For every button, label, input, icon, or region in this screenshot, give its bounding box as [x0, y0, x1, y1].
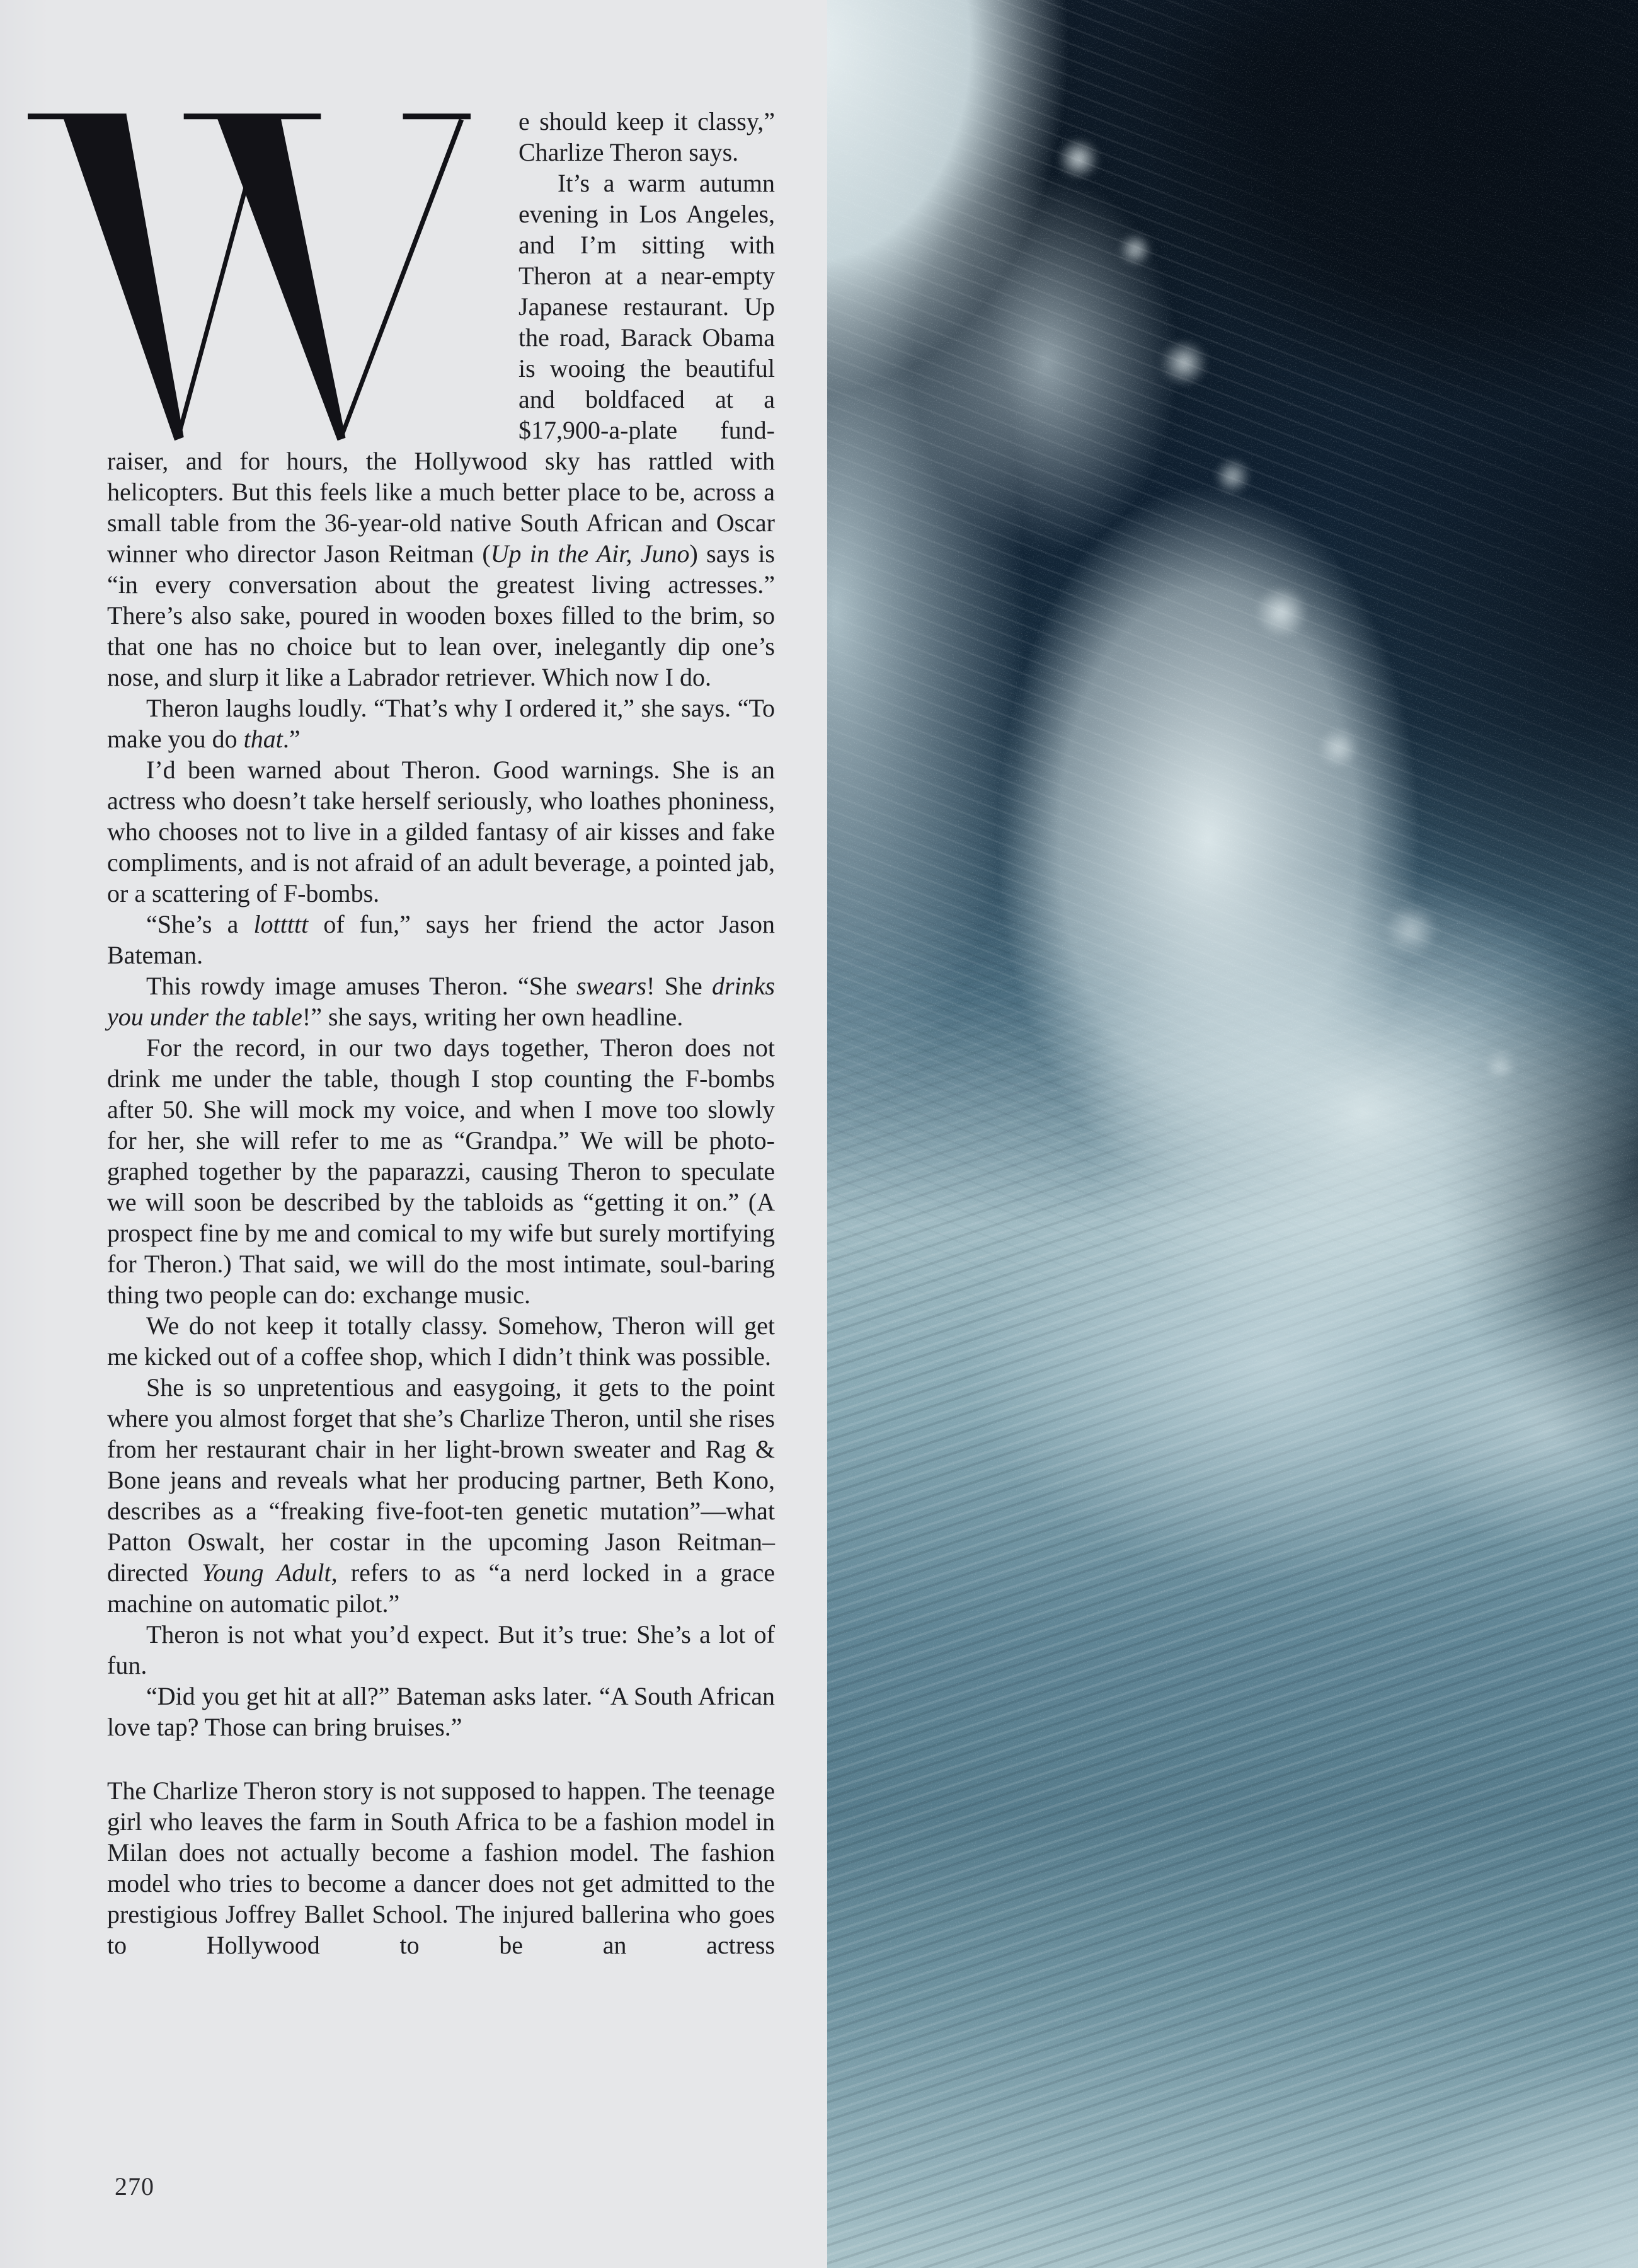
text-run: drinks you under the table [107, 972, 775, 1031]
page-number: 270 [115, 2172, 154, 2201]
text-run: “She’s a [146, 910, 254, 938]
text-run: e should keep it classy,” Charlize Theron says. [518, 107, 775, 166]
text-run: .” [282, 725, 301, 753]
text-run: She is so unpretentious and easygoing, it gets to the point where you almost forget that she’s Charlize Theron, until she rises from her restaurant chair in her light-brown sweater and Rag & Bone jeans and reveals what her producing partner, Beth Kono, describes as a “freaking five-foot-ten genetic mutation”—what Patton Oswalt, her costar in the upcoming Jason Reitman–directed [107, 1373, 775, 1587]
paragraph [107, 1310, 775, 1372]
paragraph [107, 1775, 775, 1960]
article-body [107, 106, 775, 1960]
text-run: ! She [646, 972, 712, 1000]
paragraph [107, 970, 775, 1032]
text-run: I’d been warned about Theron. Good warnings. She is an actress who doesn’t take herself seriously, who loathes phoniness, who chooses not to live in a gilded fantasy of air kisses and fake compliments, and is not afraid of an adult beverage, a pointed jab, or a scattering of F-bombs. [107, 756, 775, 907]
paragraph [107, 1372, 775, 1619]
text-run: Young Adult, [201, 1558, 338, 1587]
drop-cap-w-glyph [28, 113, 471, 444]
paragraph [107, 1619, 775, 1681]
waterfall-photo [827, 0, 1638, 2268]
text-run: This rowdy image amuses Theron. “She [146, 972, 576, 1000]
paragraph [107, 754, 775, 909]
paragraph [107, 1032, 775, 1310]
text-run: It’s a warm autumn evening in Los Angeles, and I’m sitting with Theron at a near-empty Japanese restaurant. Up the road, Barack Obama is wooing the beautiful and boldfaced at a $17,900-a-plate fund-raiser, and for hours, the Hollywood sky has rattled with helicopters. But this feels like a much better place to be, across a small table from the 36-year-old native South African and Oscar winner who director Jason Reitman ( [107, 169, 775, 568]
photo-grain [827, 0, 1638, 2268]
text-run: that [243, 725, 283, 753]
text-run: lottttt [253, 910, 309, 938]
text-run: Up in the Air, Juno [490, 539, 690, 568]
paragraph [107, 1681, 775, 1742]
text-run: Theron laughs loudly. “That’s why I ordered it,” she says. “To make you do [107, 694, 775, 753]
text-run: Theron is not what you’d expect. But it’s true: She’s a lot of fun. [107, 1620, 775, 1679]
text-run: refers to as “a nerd locked in a grace machine on automatic pilot.” [107, 1558, 775, 1618]
text-run: For the record, in our two days together, Theron does not drink me under the table, though I stop counting the F-bombs after 50. She will mock my voice, and when I move too slowly for her, she will refer to me as “Grandpa.” We will be photographed together by the paparazzi, causing Theron to speculate we will soon be described by the tabloids as “getting it on.” (A prospect fine by me and comical to my wife but surely mortifying for Theron.) That said, we will do the most intimate, soul-baring thing two people can do: exchange music. [107, 1033, 775, 1309]
text-run: We do not keep it totally classy. Somehow, Theron will get me kicked out of a coffee shop, which I didn’t think was possible. [107, 1311, 775, 1371]
text-run: swears [576, 972, 647, 1000]
paragraph [107, 909, 775, 970]
text-run: The Charlize Theron story is not supposed to happen. The teenage girl who leaves the farm in South Africa to be a fashion model in Milan does not actually become a fashion model. The fashion model who tries to become a dancer does not get admitted to the prestigious Joffrey Ballet School. The injured ballerina who goes to Hollywood to be an actress [107, 1776, 775, 1959]
paragraph [107, 693, 775, 754]
drop-cap [28, 106, 518, 445]
text-run: of fun,” says her friend the actor Jason Bateman. [107, 910, 775, 969]
text-run: ) says is “in every conversation about the greatest living actresses.” There’s also sake, poured in wooden boxes filled to the brim, so that one has no choice but to lean over, inelegantly dip one’s nose, and slurp it like a Labrador retriever. Which now I do. [107, 539, 775, 691]
text-run: “Did you get hit at all?” Bateman asks later. “A South African love tap? Those can bring bruises.” [107, 1682, 775, 1741]
text-run: !” she says, writing her own headline. [302, 1003, 684, 1031]
